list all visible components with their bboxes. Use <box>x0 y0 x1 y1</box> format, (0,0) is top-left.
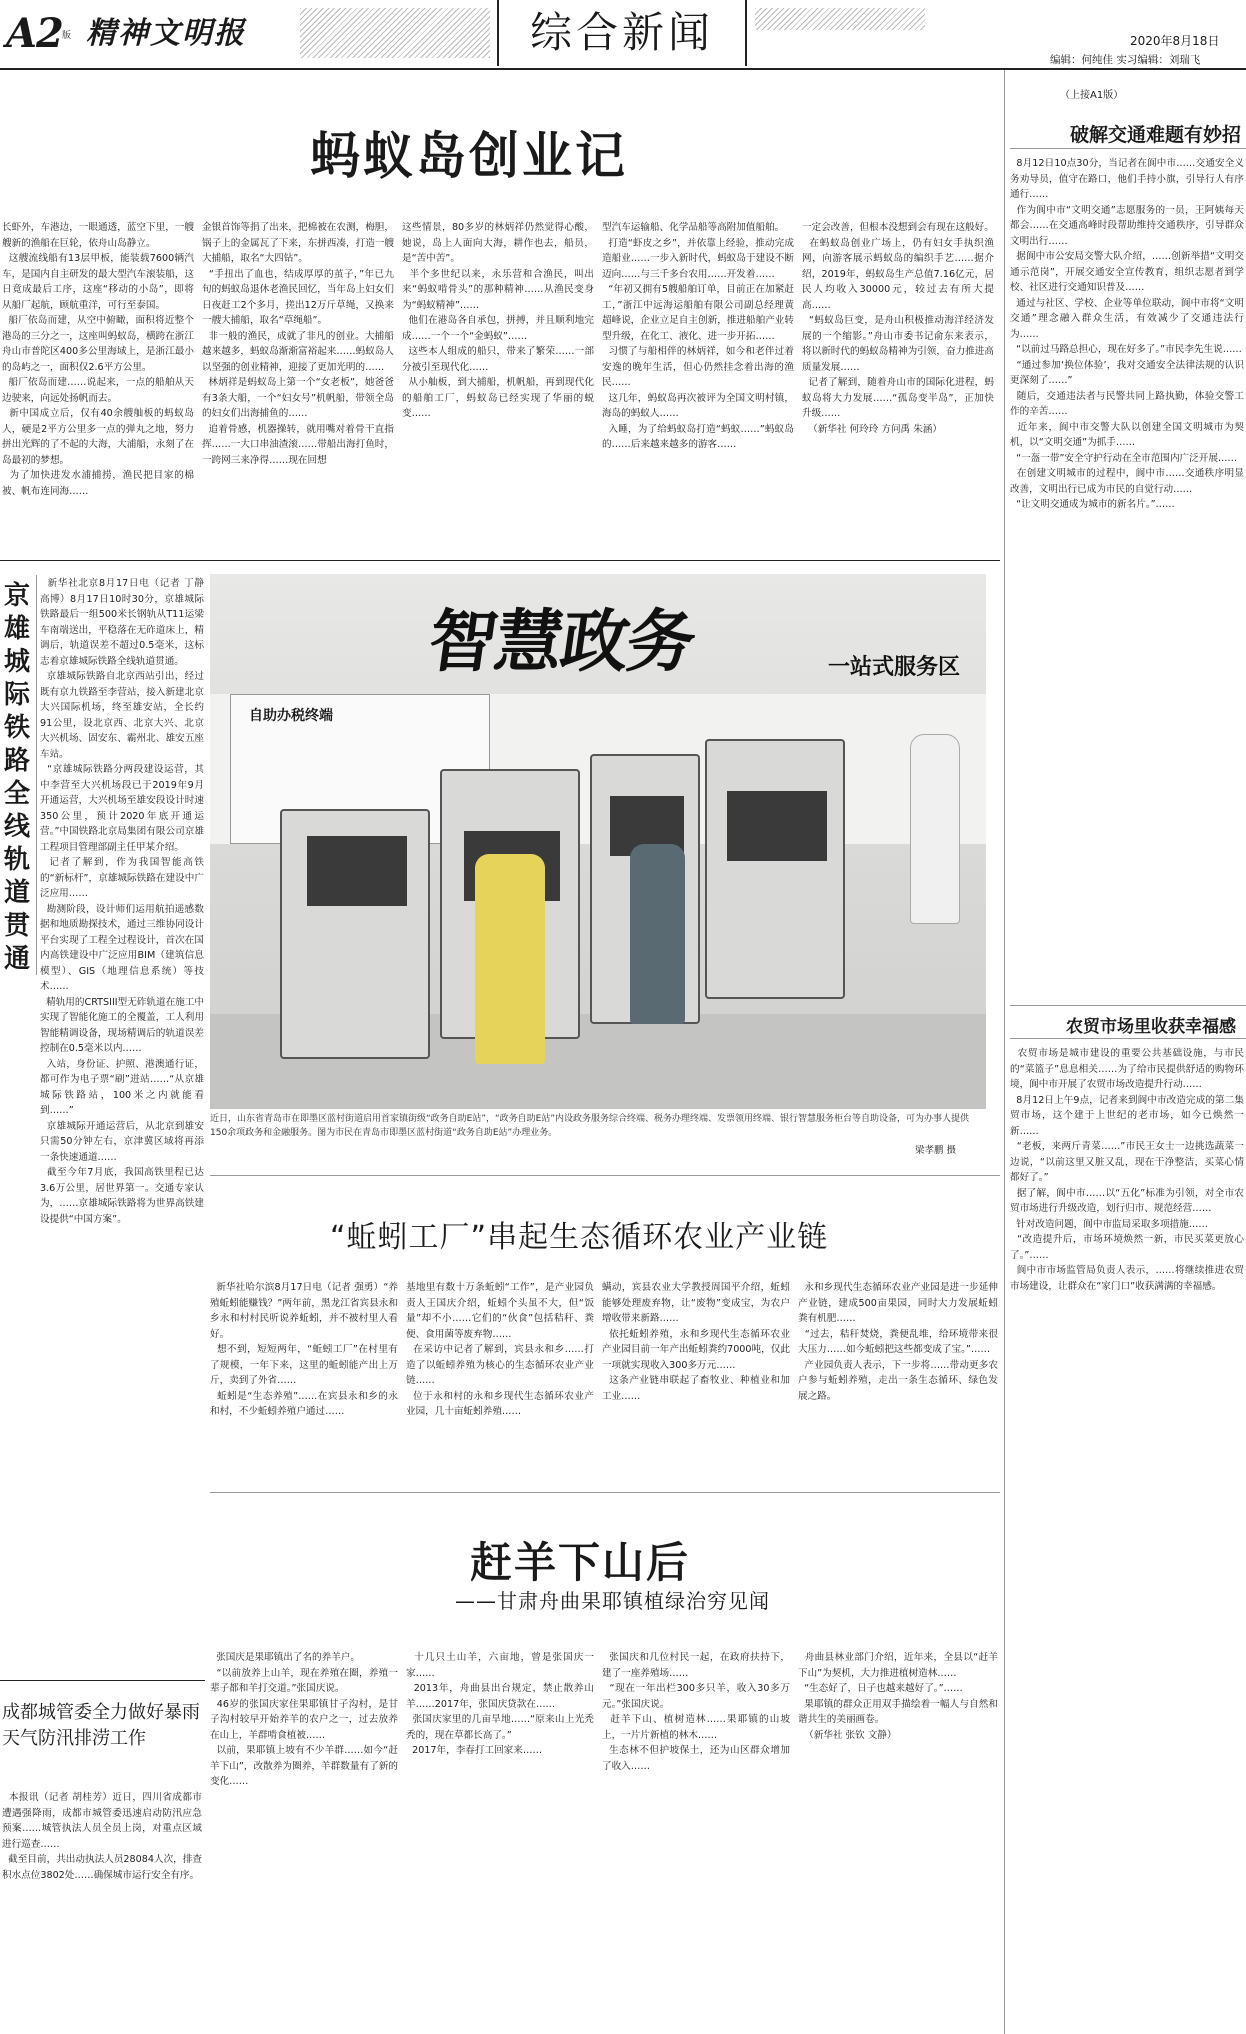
chengdu-top-rule <box>0 1680 205 1681</box>
ant-island-col2: 金银首饰等捐了出来，把棉被在农测，梅胆，锅子上的金属瓦了下来，东拼西凑，打造一艘大捕船，取名“大四钻”。 “手扭出了血也，结成厚厚的茧子，”年已九旬的蚂蚁岛退休老渔民回忆，当年岛上妇女们日夜赶工2个多月，搓出12万斤草绳，又换来一艘大捕船，取名“草绳船”。 非一般的渔民，成就了非凡的创业。大捕船越来越多，蚂蚁岛渐渐富裕起来……蚂蚁岛人以坚强的创业精神，迎接了更加光明的…… 林炳祥是蚂蚁岛上第一个“女老板”，她爸爸有3条大船，一个“妇女号”机帆船，带领全岛的妇女们出海捕鱼的…… 追着骨感，机器操转，就用嘴对着骨干直指挥……一大口串油渣滚……带船出海打鱼时，一跨网三来净得……现在回想 <box>202 222 394 466</box>
photo-kiosk-4 <box>705 739 845 999</box>
editors: 编辑：何纯佳 实习编辑：刘瑞飞 <box>1050 54 1201 66</box>
page-number: A2 <box>6 10 63 57</box>
goat-top-rule <box>210 1492 1000 1493</box>
ant-island-col4: 型汽车运输船、化学品船等高附加值船舶。 打造“虾皮之乡”，并依靠上经验，推动完成造船业……一步入新时代，蚂蚁岛于建设不断迈向……与三千多台农用……开发着…… “年初又拥有5艘船舶订单，目前正在加紧赶工，”浙江中远海运船舶有限公司副总经理黄超峰说，企业立足自主创新，推进船舶产业转型升级，在化工、液化、进一步开拓…… 习惯了与船相伴的林炳祥，如今和老伴过着安逸的晚年生活，但心仍然挂念着出海的渔民…… 这几年，蚂蚁岛再次被评为全国文明村镇，海岛的蚂蚁人…… 入睡，为了给蚂蚁岛打造“蚂蚁……”蚂蚁岛的……后来越来越多的游客…… <box>602 222 794 450</box>
photo-caption: 近日，山东省青岛市在即墨区蓝村街道启用首家镇街级“政务自助E站”，“政务自助E站”内设政务服务综合终端、税务办理终端、发票领用终端、银行智慧服务柜台等自助设备，可为办事人提供150余项政务和金融服务。图为市民在青岛市即墨区蓝村街道“政务自助E站”办理业务。 <box>210 1114 970 1138</box>
market-text: 农贸市场是城市建设的重要公共基础设施，与市民的“菜篮子”息息相关……为了给市民提供舒适的购物环境，阆中市开展了农贸市场改造提升行动…… 8月12日上午9点，记者来到阆中市改造完成的第二集贸市场，这个建于上世纪的老市场，如今已焕然一新…… “老板，来两斤青菜……”市民王女士一边挑选蔬菜一边说，“以前这里又脏又乱，现在干净整洁，买菜心情都好了。” 据了解，阆中市……以“五化”标准为引领，对全市农贸市场进行升级改造，划行归市、规范经营…… 针对改造问题，阆中市监局采取多项措施…… “改造提升后，市场环境焕然一新，市民买菜更放心了。”…… 阆中市市场监管局负责人表示，……将继续推进农贸市场建设，让群众在“家门口”收获满满的幸福感。 <box>1010 1048 1244 1292</box>
market-top-rule <box>1010 1005 1246 1006</box>
main-article-bottom-rule <box>0 560 1000 561</box>
rail-title: 京雄城际铁路全线轨道贯通 <box>3 581 30 974</box>
goat-subtitle: ——甘肃舟曲果耶镇植绿治穷见闻 <box>455 1589 770 1613</box>
earthworm-col2: 基地里有数十万条蚯蚓“工作”，是产业园负责人王国庆介绍，蚯蚓个头虽不大，但“饭量”却不小……它们的“伙食”包括秸秆、粪便、食用菌等废弃物…… 在采访中记者了解到，宾县永和乡……打造了以蚯蚓养殖为核心的生态循环农业产业链…… 位于永和村的永和乡现代生态循环农业产业园，几十亩蚯蚓养殖…… <box>406 1282 594 1417</box>
traffic-title-rule <box>1010 148 1246 149</box>
goat-col3: 张国庆和几位村民一起，在政府扶持下，建了一座养殖场…… “现在一年出栏300多只羊，收入30多万元。”张国庆说。 赶羊下山、植树造林……果耶镇的山坡上，一片片新植的林木…… 生态林不但护坡保土，还为山区群众增加了收入…… <box>602 1652 790 1772</box>
traffic-text: 8月12日10点30分，当记者在阆中市……交通安全义务劝导员，值守在路口，他们手持小旗，引导行人有序通行…… 作为阆中市“文明交通”志愿服务的一员，王阿姨每天都会……在交通高峰时段帮助维持交通秩序，引导群众文明出行…… 据阆中市公安局交警大队介绍，……创新举措“文明交通示范岗”，开展交通安全宣传教育，组织志愿者到学校、社区进行交通知识普及…… 通过与社区、学校、企业等单位联动，阆中市将“文明交通”理念融入群众生活，有效减少了交通违法行为…… “以前过马路总担心，现在好多了。”市民李先生说…… “通过参加‘换位体验’，我对交通安全法律法规的认识更深刻了……” 随后，交通违法者与民警共同上路执勤，体验交警工作的辛苦…… 近年来，阆中市交警大队以创建全国文明城市为契机，以“文明交通”为抓手…… “一盔一带”安全守护行动在全市范围内广泛开展…… 在创建文明城市的过程中，阆中市……交通秩序明显改善，文明出行已成为市民的自觉行动…… “让文明交通成为城市的新名片。”…… <box>1010 158 1244 510</box>
traffic-continued-tag: （上接A1版） <box>1060 90 1124 101</box>
headline-ant-island: 蚂蚁岛创业记 <box>310 127 628 185</box>
photo-person-left <box>475 854 545 1064</box>
rail-text: 新华社北京8月17日电（记者 丁静 高博）8月17日10时30分，京雄城际铁路最后一组500米长钢轨从T11运梁车南端送出，平稳落在无砟道床上，精调后，轨道误差不超过0.5毫米，这标志着京雄城际铁路全线轨道贯通。 京雄城际铁路自北京西站引出，经过既有京九铁路至李营站，接入新建北京大兴国际机场，终至雄安站，全长约91公里，设北京西、北京大兴、北京大兴机场、固安东、霸州北、雄安五座车站。 “京雄城际铁路分两段建设运营，其中李营至大兴机场段已于2019年9月开通运营，大兴机场至雄安段设计时速350公里，预计2020年底开通运营。”中国铁路北京局集团有限公司京雄工程项目管理部副主任甲某介绍。 记者了解到，作为我国智能高铁的“新标杆”，京雄城际铁路在建设中广泛应用…… 勘测阶段，设计师们运用航拍遥感数据和地质勘探技术，通过三维协同设计平台实现了工程全过程设计，首次在国内高铁建设中广泛应用BIM（建筑信息模型）、GIS（地理信息系统）等技术…… 精轨用的CRTSIII型无砟轨道在施工中实现了智能化施工的全覆盖，工人利用智能精调设备，现场精调后的轨道误差控制在0.5毫米以内…… 入站，身份证、护照、港澳通行证，都可作为电子票“刷”进站……“从京雄城际铁路站，100米之内就能看到……” 京雄城际开通运营后，从北京到雄安只需50分钟左右，京津冀区域将再添一条快速通道…… 截至今年7月底，我国高铁里程已达3.6万公里，居世界第一。交通专家认为，……京雄城际铁路将为世界高铁建设提供“中国方案”。 <box>40 578 204 1225</box>
traffic-title: 破解交通难题有妙招 <box>1070 124 1242 146</box>
photo-smart-government <box>210 574 986 1109</box>
photo-person-mid <box>630 844 685 1024</box>
market-title: 农贸市场里收获幸福感 <box>1066 1017 1236 1037</box>
earthworm-col1: 新华社哈尔滨8月17日电（记者 强勇）“养殖蚯蚓能赚钱？”两年前，黑龙江省宾县永和乡永和村村民听说养蚯蚓，并不被村里人看好。 想不到，短短两年，“蚯蚓工厂”在村里有了规模，一年下来，这里的蚯蚓能产出上万斤，卖到了外省…… 蚯蚓是“生态养殖”……在宾县永和乡的永和村，不少蚯蚓养殖户通过…… <box>210 1282 398 1417</box>
goat-col2: 十几只土山羊，六亩地，曾是张国庆一家…… 2013年，舟曲县出台规定，禁止散养山羊……2017年，张国庆贷款在…… 张国庆家里的几亩旱地……“原来山上光秃秃的，现在草都长高了。” 2017年，李春打工回家来…… <box>406 1652 595 1756</box>
right-column-divider <box>1004 70 1005 2034</box>
header-rule <box>0 68 1246 70</box>
photo-kiosk-1 <box>280 809 430 1059</box>
photo-person-right <box>910 734 960 924</box>
chengdu-text: 本报讯（记者 胡桂芳）近日，四川省成都市遭遇强降雨，成都市城管委迅速启动防汛应急预案……城管执法人员全员上岗，对重点区域进行巡查…… 截至目前，共出动执法人员28084人次，排查积水点位3802处……确保城市运行安全有序。 <box>2 1792 202 1881</box>
market-title-rule <box>1010 1038 1246 1039</box>
ant-island-col1: 长虾外，车港边，一眼通透，蓝空下里，一艘艘新的渔船在巨轮，依舟山岛静立。 这艘流线船有13层甲板，能装载7600辆汽车，是国内自主研发的最大型汽车滚装船，这日竟成最后工序，这座“移动的小岛”，即将从船厂起航，顾航重洋，可行至泰国。 船厂依岛而建，从空中俯瞰，面积将近整个港岛的三分之一，这座叫蚂蚁岛，横跨在浙江舟山市普陀区400多公里海域上，是浙江最小的岛屿之一，面积仅2.6平方公里。 船厂依岛而建……说起来，一点的船舶从天边驶来，向远处扬帆而去。 新中国成立后，仅有40余艘舢板的蚂蚁岛人，硬是2平方公里多一点的弹丸之地，努力拼出光辉的了不起的大海，大浦船，永刻了在岛最初的梦想。 为了加快进发水浦捕捞，渔民把目家的棉被、帆布连同海…… <box>2 222 195 497</box>
photo-sign-sub: 一站式服务区 <box>828 655 961 680</box>
earthworm-col4: 永和乡现代生态循环农业产业园是进一步延伸产业链，建成500亩果园，同时大力发展蚯蚓粪有机肥…… “过去，秸秆焚烧，粪便乱堆，给环境带来很大压力……如今蚯蚓把这些都变成了宝。”…… 产业园负责人表示，下一步将……带动更多农户参与蚯蚓养殖，走出一条生态循环、绿色发展之路。 <box>798 1282 999 1402</box>
ant-island-col5: 一定会改善，但根本没想到会有现在这般好。 在蚂蚁岛创业广场上，仍有妇女手执织渔网，向游客展示蚂蚁岛的编织手艺……据介绍，2019年，蚂蚁岛生产总值7.16亿元，居民人均收入30000元，较过去有所大提高…… “蚂蚁岛巨变，是舟山积极推动海洋经济发展的一个缩影。”舟山市委书记俞东来表示，将以新时代的蚂蚁岛精神为引领，奋力推进高质量发展…… 记者了解到，随着舟山市的国际化进程，蚂蚁岛将大力发展……“孤岛变半岛”，正加快升级…… （新华社 何玲玲 方问禹 朱涵） <box>802 222 995 435</box>
chengdu-title: 成都城管委全力做好暴雨天气防汛排涝工作 <box>2 1702 200 1749</box>
ant-island-col3: 这些情景，80多岁的林炳祥仍然觉得心酸，她说，岛上人面向大海，耕作也去，船员，是“苦中苦”。 半个多世纪以来，永乐营和合渔民，叫出来“蚂蚁啃骨头”的那种精神……从渔民变身为“蚂蚁精神”…… 他们在港岛各自承包，拼搏，并且顺利地完成……一个一个“金蚂蚁”…… 这些本人组成的船只，带来了繁荣……一部分被引至现代化…… 从小舢板，到大捕船，机帆船，再到现代化的船舶工厂，蚂蚁岛已经实现了华丽的蜕变…… <box>402 222 595 419</box>
rail-rule <box>36 575 37 975</box>
photo-sign-main: 智慧政务 <box>423 602 699 682</box>
photo-credit: 梁孝鹏 摄 <box>915 1145 957 1156</box>
header-hatch-left <box>300 8 490 58</box>
page-suffix: 版 <box>62 31 72 41</box>
newspaper-name: 精神文明报 <box>86 16 246 51</box>
photo-panel-label: 自助办税终端 <box>249 708 333 724</box>
section-title: 综合新闻 <box>529 8 714 57</box>
issue-date: 2020年8月18日 <box>1130 34 1220 48</box>
earthworm-top-rule <box>210 1175 1000 1176</box>
earthworm-col3: 螨动，宾县农业大学教授周国平介绍，蚯蚓能够处理废弃物，让“废物”变成宝，为农户增收带来新路…… 依托蚯蚓养殖，永和乡现代生态循环农业产业园目前一年产出蚯蚓粪约7000吨，仅此一项就实现收入300多万元…… 这条产业链串联起了畜牧业、种植业和加工业…… <box>602 1282 790 1402</box>
section-box <box>497 0 747 66</box>
header-hatch-right <box>755 8 925 30</box>
goat-title: 赶羊下山后 <box>470 1538 691 1587</box>
goat-col1: 张国庆是果耶镇出了名的养羊户。 “以前放养上山羊，现在养殖在圈，养殖一辈子都和羊打交道。”张国庆说。 46岁的张国庆家住果耶镇甘子沟村，是甘子沟村较早开始养羊的农户之一，过去放养在山上，羊群啃食植被…… 以前，果耶镇上坡有不少羊群……如今“赶羊下山”，改散养为圈养，羊群数量有了新的变化…… <box>210 1652 398 1787</box>
goat-col4: 舟曲县林业部门介绍，近年来，全县以“赶羊下山”为契机，大力推进植树造林…… “生态好了，日子也越来越好了。”…… 果耶镇的群众正用双手描绘着一幅人与自然和谐共生的美丽画卷。 （新华社 张钦 文静） <box>798 1652 998 1741</box>
earthworm-title: “蚯蚓工厂”串起生态循环农业产业链 <box>330 1220 829 1255</box>
